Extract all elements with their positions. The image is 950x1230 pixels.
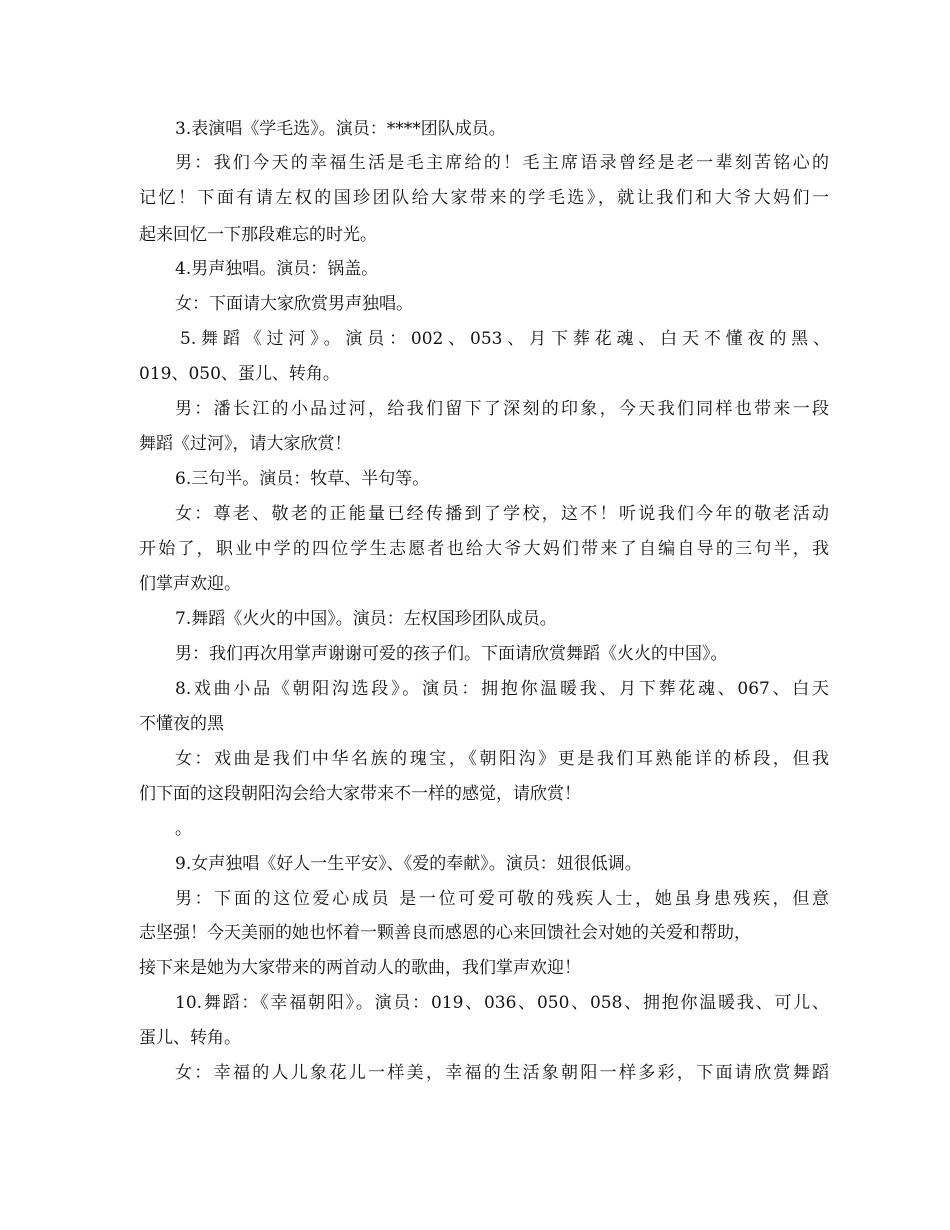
text-line: 3.表演唱《学毛选》。演员：****团队成员。 [175,119,506,139]
text-line: 5.舞蹈《过河》。演员：002、053、月下葬花魂、白天不懂夜的黑、 [180,329,830,349]
text-line: 女：下面请大家欣赏男声独唱。 [175,294,413,314]
text-line: 舞蹈《过河》，请大家欣赏！ [139,434,352,454]
text-line: 男：潘长江的小品过河，给我们留下了深刻的印象，今天我们同样也带来一段 [175,399,829,419]
text-line: 女：戏曲是我们中华名族的瑰宝，《朝阳沟》更是我们耳熟能详的桥段，但我 [175,749,829,769]
text-line: 10.舞蹈：《幸福朝阳》。演员：019、036、050、058、拥抱你温暖我、可儿、 [175,993,829,1013]
text-line: 。 [175,819,192,839]
text-line: 7.舞蹈《火火的中国》。演员：左权国珍团队成员。 [175,609,557,629]
text-line: 不懂夜的黑 [139,714,224,734]
text-line: 男：下面的这位爱心成员 是一位可爱可敬的残疾人士，她虽身患残疾，但意 [175,889,829,909]
text-line: 志坚强！今天美丽的她也怀着一颗善良而感恩的心来回馈社会对她的关爱和帮助， [139,923,751,943]
text-line: 男：我们今天的幸福生活是毛主席给的！毛主席语录曾经是老一辈刻苦铭心的 [175,153,829,173]
text-line: 女：幸福的人儿象花儿一样美，幸福的生活象朝阳一样多彩，下面请欣赏舞蹈 [175,1063,829,1083]
text-line: 蛋儿、转角。 [139,1028,241,1048]
text-line: 4.男声独唱。演员：锅盖。 [175,259,379,279]
text-line: 们掌声欢迎。 [139,574,241,594]
text-line: 9.女声独唱《好人一生平安》、《爱的奉献》。演员：妞很低调。 [175,854,642,874]
text-line: 女：尊老、敬老的正能量已经传播到了学校，这不！听说我们今年的敬老活动 [175,504,829,524]
text-line: 开始了，职业中学的四位学生志愿者也给大爷大妈们带来了自编自导的三句半，我 [139,539,829,559]
text-line: 接下来是她为大家带来的两首动人的歌曲，我们掌声欢迎！ [139,958,581,978]
text-line: 们下面的这段朝阳沟会给大家带来不一样的感觉，请欣赏！ [139,784,581,804]
text-line: 起来回忆一下那段难忘的时光。 [139,225,377,245]
text-line: 019、050、蛋儿、转角。 [139,364,340,384]
text-line: 记忆！下面有请左权的国珍团队给大家带来的学毛选》，就让我们和大爷大妈们一 [139,188,829,208]
text-line: 6.三句半。演员：牧草、半句等。 [175,469,430,489]
text-line: 8.戏曲小品《朝阳沟选段》。演员：拥抱你温暖我、月下葬花魂、067、白天 [175,679,829,699]
text-line: 男：我们再次用掌声谢谢可爱的孩子们。下面请欣赏舞蹈《火火的中国》。 [175,644,728,664]
